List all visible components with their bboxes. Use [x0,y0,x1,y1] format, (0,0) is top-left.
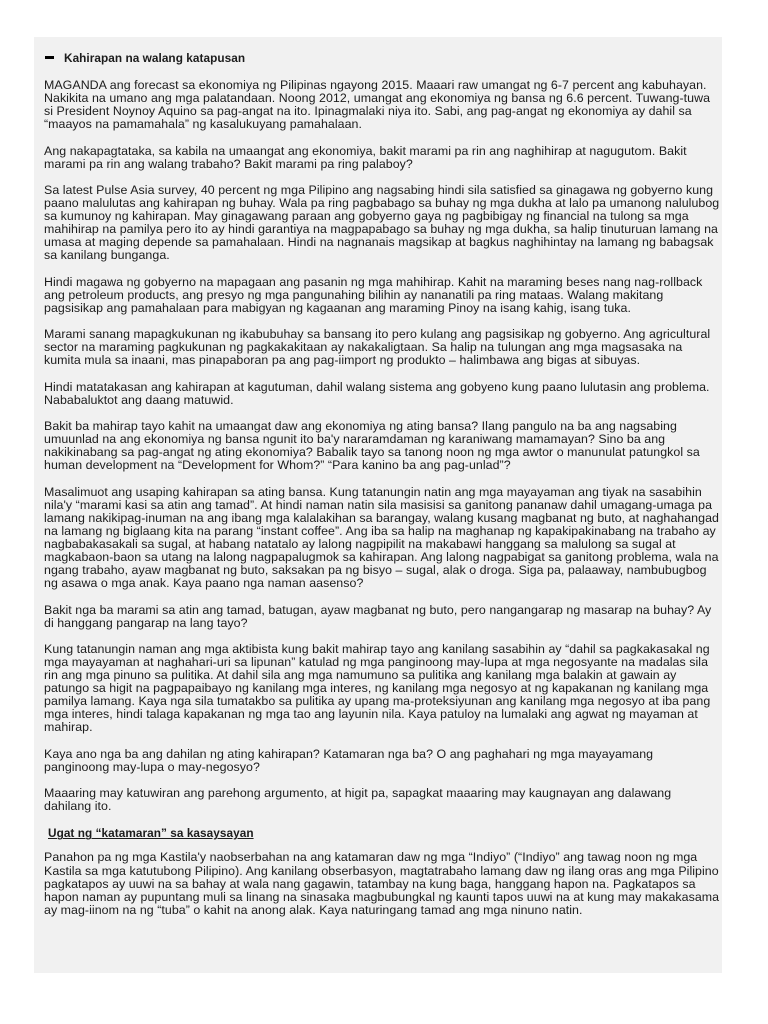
dash-bullet-icon [45,56,54,59]
document-page [34,37,722,973]
paragraph: Maaaring may katuwiran ang parehong argumento, at higit pa, sapagkat maaaring may kaugnayan ang dalawang dahilang ito. [44,786,672,814]
paragraph: Hindi matatakasan ang kahirapan at kagutuman, dahil walang sistema ang gobyeno kung paano lulutasin ang problema. Nababaluktot ang daang matuwid. [44,379,710,407]
paragraph: Kaya ano nga ba ang dahilan ng ating kahirapan? Katamaran nga ba? O ang paghahari ng mga mayayamang panginoong may-lupa o may-negosyo? [44,746,654,774]
paragraph: Sa latest Pulse Asia survey, 40 percent ng mga Pilipino ang nagsabing hindi sila satisfied sa ginagawa ng gobyerno kung paano malulutas ang kahirapan ng buhay. Wala pa ring pagbabago sa buhay ng mga dukha at lalo pa umanong nalulubog sa kumunoy ng kahirapan. May ginagawang paraan ang gobyerno gaya ng pagbibigay ng financial na tulong sa mga mahihirap na pamilya pero ito ay hindi garantiya na magpapabago sa buhay ng mga dukha, sa halip tinuturuan lamang na umasa at maging depende sa pamahalaan. Hindi na nagnanais magsikap at bagkus naghihintay na lamang ng babagsak sa kanilang bunganga. [44,182,720,263]
section-heading-kahirapan [44,51,720,65]
paragraph: Masalimuot ang usaping kahirapan sa ating bansa. Kung tatanungin natin ang mga mayayaman ang tiyak na sasabihin nila'y “marami kasi sa atin ang tamad”. At hindi naman natin sila masisisi sa ganitong pananaw dahil umagang-umaga pa lamang nakikipag-inuman na ang ibang mga kalalakihan sa barangay, walang kusang magbanat ng buto, at naghahangad na lamang ng biglaang kita na parang “instant coffee”. Ang iba sa halip na maghanap ng kapakipakinabang na trabaho ay nagbabakasakali sa sugal, at habang natatalo ay lalong nagpipilit na makabawi hanggang sa malulong sa sugal at magkabaon-baon sa utang na lalong nagpapalugmok sa kahirapan. Ang lalong nagpabigat sa ganitong problema, wala na ngang trabaho, ayaw magbanat ng buto, saksakan pa ng bisyo – sugal, alak o droga. Siga pa, palaaway, nambubugbog ng asawa o mga anak. Kaya paano nga naman aasenso? [44,484,719,591]
section-heading-ugat: Ugat ng “katamaran” sa kasaysayan [48,826,254,841]
section-heading-text: Kahirapan na walang katapusan [64,51,246,65]
paragraph: Panahon pa ng mga Kastila'y naobserbahan na ang katamaran daw ng mga “Indiyo” (“Indiyo” ang tawag noon ng mga Kastila sa mga katutubong Pilipino). Ang kanilang obserbasyon, magtatrabaho lamang daw ng ilang oras ang mga Pilipino pagkatapos ay uuwi na sa bahay at wala nang gagawin, tatambay na kung baga, hanggang hapon na. Pagkatapos sa hapon naman ay pupuntang muli sa linang na sinasaka magbubungkal ng kaunti tapos uuwi na at kung may makakasama ay mag-iinom na ng “tuba” o kahit na anong alak. Kaya naturingang tamad ang mga ninuno natin. [44,850,720,917]
paragraph: MAGANDA ang forecast sa ekonomiya ng Pilipinas ngayong 2015. Maaari raw umangat ng 6-7 percent ang kabuhayan. Nakikita na umano ang mga palatandaan. Noong 2012, umangat ang ekonomiya ng bansa ng 6.6 percent. Tuwang-tuwa si President Noynoy Aquino sa pag-angat na ito. Ipinagmalaki niya ito. Sabi, ang pag-angat ng ekonomiya ay dahil sa “maayos na pamamahala” ng kasalukuyang pamahalaan. [44,78,711,132]
paragraph: Marami sanang mapagkukunan ng ikabubuhay sa bansang ito pero kulang ang pagsisikap ng gobyerno. Ang agricultural sector na maraming pagkukunan ng pagkakakitaan ay nakakaligtaan. Sa halip na tulungan ang mga magsasaka na kumita mula sa inaani, mas pinapaboran pa ang pag-iimport ng produkto – halimbawa ang bigas at sibuyas. [44,327,711,368]
paragraph: Bakit nga ba marami sa atin ang tamad, batugan, ayaw magbanat ng buto, pero nangangarap ng masarap na buhay? Ay di hanggang pangarap na lang tayo? [44,602,712,630]
paragraph: Kung tatanungin naman ang mga aktibista kung bakit mahirap tayo ang kanilang sasabihin ay “dahil sa pagkakasakal ng mga mayayaman at naghahari-uri sa lipunan” katulad ng mga panginoong may-lupa at mga negosyante na madalas sila rin ang mga pinuno sa pulitika. At dahil sila ang mga namumuno sa pulitika ang kanilang mga balakin at gawain ay patungo sa higit na pagpapaibayo ng kanilang mga interes, ng kanilang mga negosyo at ng kapakanan ng kanilang mga pamilya lamang. Kaya nga sila tumatakbo sa pulitika ay upang ma-proteksiyunan ang kanilang mga negosyo at iba pang mga interes, hindi talaga kapakanan ng mga tao ang layunin nila. Kaya patuloy na lumalaki ang agwat ng mayaman at mahirap. [44,641,711,735]
paragraph: Bakit ba mahirap tayo kahit na umaangat daw ang ekonomiya ng ating bansa? Ilang pangulo na ba ang nagsabing umuunlad na ang ekonomiya ng bansa ngunit ito ba'y nararamdaman ng karaniwang mamamayan? Sino ba ang nakikinabang sa pag-angat ng ating ekonomiya? Babalik tayo sa tanong noon ng mga awtor o manunulat patungkol sa human development na “Development for Whom?” “Para kanino ba ang pag-unlad”? [44,419,700,473]
paragraph: Hindi magawa ng gobyerno na mapagaan ang pasanin ng mga mahihirap. Kahit na maraming beses nang nag-rollback ang petroleum products, ang presyo ng mga pangunahing bilihin ay nananatili pa ring mataas. Walang makitang pagsisikap ang pamahalaan para mabigyan ng kagaanan ang maraming Pinoy na isang kahig, isang tuka. [44,274,703,315]
article-body [44,37,720,930]
paragraph: Ang nakapagtataka, sa kabila na umaangat ang ekonomiya, bakit marami pa rin ang naghihirap at nagugutom. Bakit marami pa rin ang walang trabaho? Bakit marami pa ring palaboy? [44,143,687,171]
